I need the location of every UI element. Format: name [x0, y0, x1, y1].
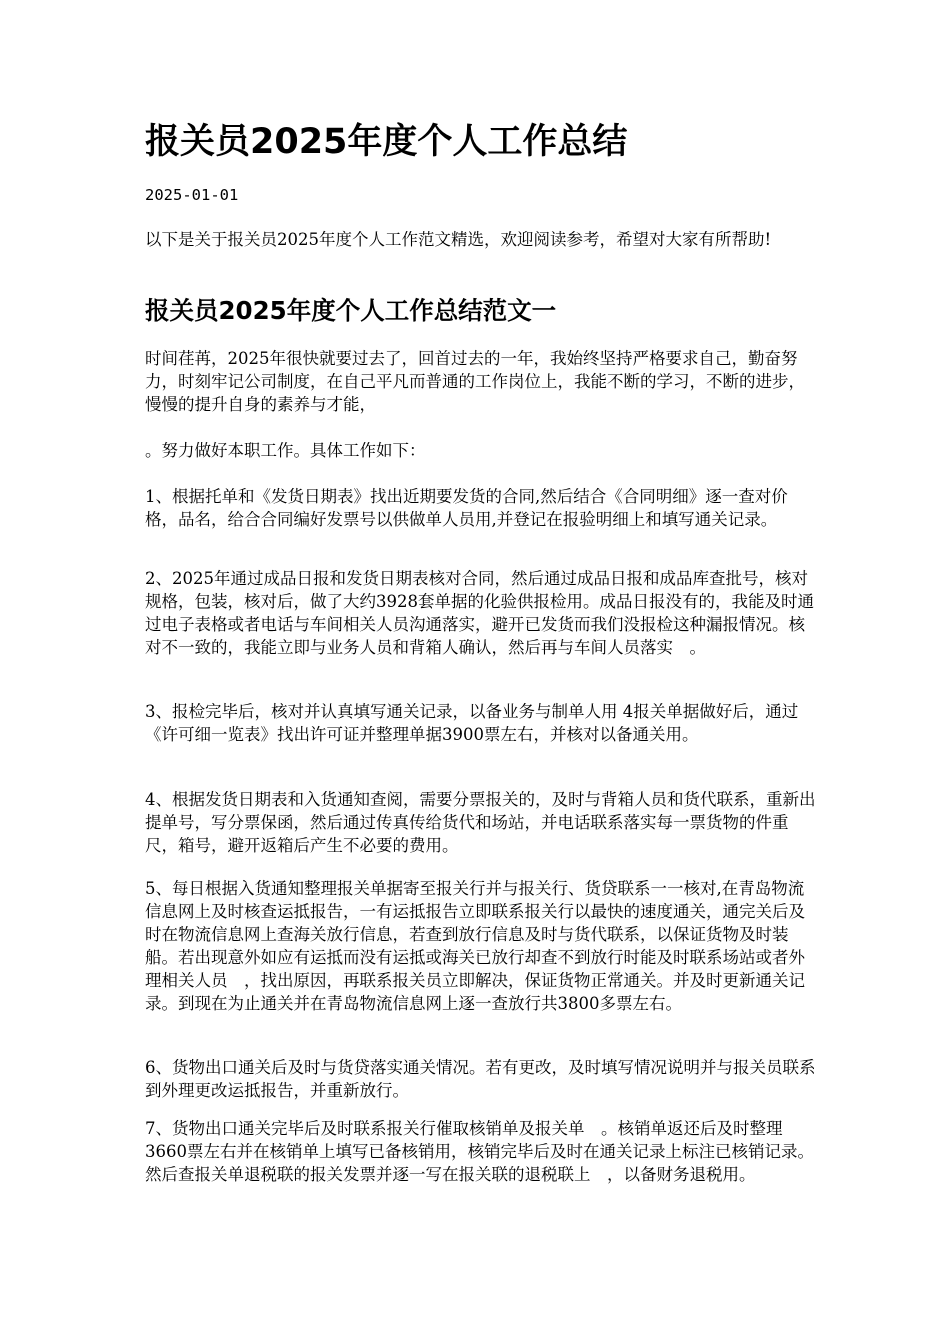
document-title: 报关员2025年度个人工作总结 [145, 122, 628, 162]
paragraph-item-5: 5、每日根据入货通知整理报关单据寄至报关行并与报关行、货贷联系一一核对,在青岛物流信息网上及时核查运抵报告，一有运抵报告立即联系报关行以最快的速度通关，通完关后及时在物流信息网上查海关放行信息，若查到放行信息及时与货代联系，以保证货物及时装船。若出现意外如应有运抵而没有运抵或海关已放行却查不到放行时能及时联系场站或者外理相关人员 ，找出原因，再联系报关员立即解决，保证货物正常通关。并及时更新通关记录。到现在为止通关并在青岛物流信息网上逐一查放行共3800多票左右。 [145, 879, 805, 1013]
publish-date: 2025-01-01 [145, 186, 239, 204]
paragraph-opening: 时间荏苒，2025年很快就要过去了，回首过去的一年，我始终坚持严格要求自己，勤奋努力，时刻牢记公司制度，在自己平凡而普通的工作岗位上，我能不断的学习，不断的进步，慢慢的提升自身的素养与才能， [145, 349, 805, 414]
paragraph-item-6: 6、货物出口通关后及时与货贷落实通关情况。若有更改，及时填写情况说明并与报关员联系到外理更改运抵报告，并重新放行。 [145, 1058, 816, 1100]
paragraph-item-7: 7、货物出口通关完毕后及时联系报关行催取核销单及报关单 。核销单返还后及时整理3660票左右并在核销单上填写已备核销用，核销完毕后及时在通关记录上标注已核销记录。然后查报关单退税联的报关发票并逐一写在报关联的退税联上 ，以备财务退税用。 [145, 1119, 814, 1184]
paragraph-work-intro: 。努力做好本职工作。具体工作如下： [145, 441, 426, 460]
paragraph-item-3: 3、报检完毕后，核对并认真填写通关记录，以备业务与制单人用 4报关单据做好后，通过《许可细一览表》找出许可证并整理单据3900票左右，并核对以备通关用。 [145, 702, 799, 744]
section-title: 报关员2025年度个人工作总结范文一 [145, 296, 557, 325]
paragraph-item-4: 4、根据发货日期表和入货通知查阅，需要分票报关的，及时与背箱人员和货代联系，重新出提单号，写分票保函，然后通过传真传给货代和场站，并电话联系落实每一票货物的件重尺，箱号，避开返箱后产生不必要的费用。 [145, 790, 816, 855]
intro-paragraph: 以下是关于报关员2025年度个人工作范文精选，欢迎阅读参考，希望对大家有所帮助! [145, 230, 772, 249]
paragraph-item-1: 1、根据托单和《发货日期表》找出近期要发货的合同,然后结合《合同明细》逐一查对价格，品名，给合合同编好发票号以供做单人员用,并登记在报验明细上和填写通关记录。 [145, 487, 788, 529]
paragraph-item-2: 2、2025年通过成品日报和发货日期表核对合同，然后通过成品日报和成品库查批号，核对规格，包装，核对后，做了大约3928套单据的化验供报检用。成品日报没有的，我能及时通过电子表格或者电话与车间相关人员沟通落实，避开已发货而我们没报检这种漏报情况。核对不一致的，我能立即与业务人员和背箱人确认，然后再与车间人员落实 。 [145, 569, 814, 657]
